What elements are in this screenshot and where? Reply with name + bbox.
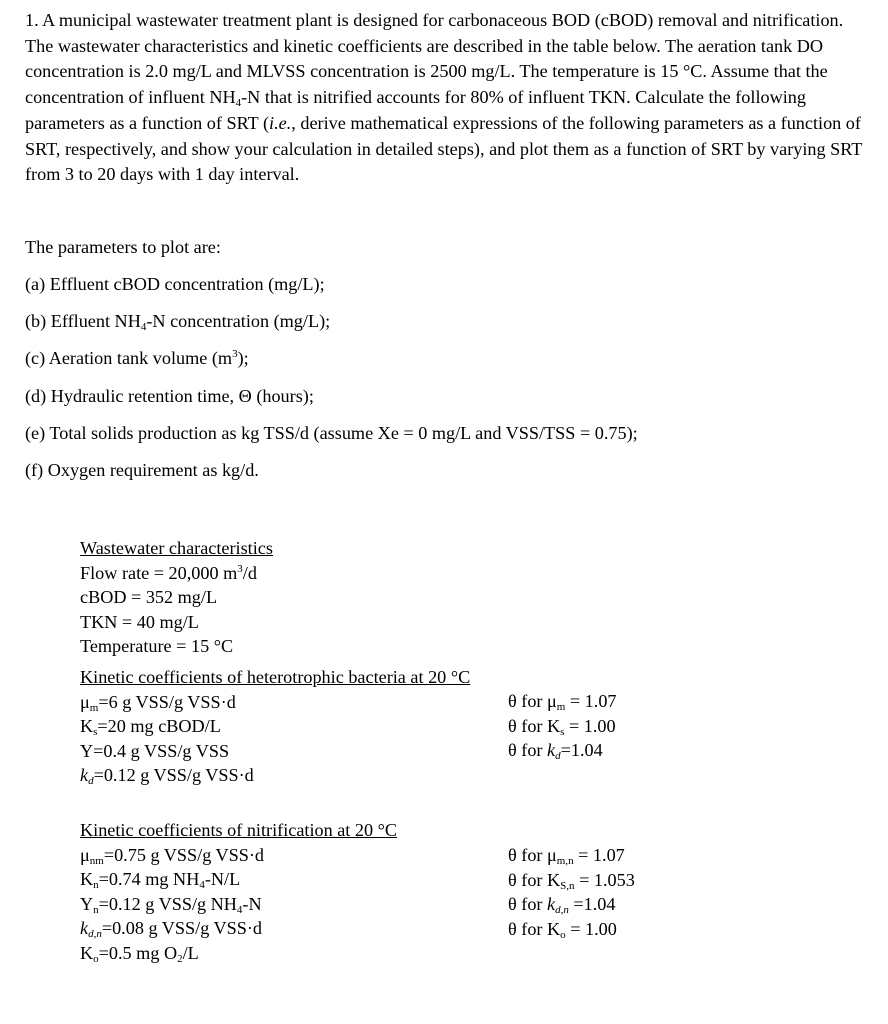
nitrification-theta: [508, 843, 635, 941]
temperature-value: Temperature = 15 °C: [80, 636, 234, 656]
tkn-value: TKN = 40 mg/L: [80, 611, 199, 632]
kdn: $k_{d,n}=0.08$ g VSS/g VSS·d: [80, 918, 263, 940]
part-d: (d) Hydraulic retention time, Θ (hours);: [25, 386, 314, 406]
part-f: (f) Oxygen requirement as kg/d.: [25, 460, 259, 480]
theta-kdn: θ for $k_{d,n} =1.04$: [508, 894, 616, 916]
theta-mu-m: θ for $\mu_m = 1.07$: [508, 691, 617, 713]
theta-ks: θ for $K_s = 1.00$: [508, 715, 616, 738]
kn: $K_n=0.74$ mg $NH_4-N/L$: [80, 869, 241, 891]
ks: $K_s=20$ mg cBOD/L: [80, 716, 221, 738]
part-a: (a) Effluent cBOD concentration (mg/L);: [25, 274, 325, 294]
yn: $Y_n=0.12$ g VSS/g $NH_4-N$: [80, 893, 262, 916]
part-c: (c) Aeration tank volume $(m^3)$;: [25, 348, 249, 368]
wastewater-heading: Wastewater characteristics: [80, 538, 273, 558]
heterotrophic-heading: Kinetic coefficients of heterotrophic bacteria at 20 °C: [80, 667, 471, 687]
theta-ksn: θ for $K_{S,n} = 1.053$: [508, 869, 635, 892]
theta-kd: θ for $k_d=1.04$: [508, 740, 603, 762]
part-b: (b) Effluent $NH_4-N$ concentration (mg/L);: [25, 311, 331, 333]
heterotrophic-theta: [508, 689, 617, 763]
wastewater-characteristics: [80, 536, 273, 659]
part-e: (e) Total solids production as kg TSS/d (assume Xe = 0 mg/L and VSS/TSS = 0.75);: [25, 423, 638, 443]
problem-statement: 1. A municipal wastewater treatment plant is designed for carbonaceous BOD (cBOD) removal and nitrification. The wastewater characteristics and kinetic coefficients are described in the table below. The aeration tank DO concentration is 2.0 mg/L and MLVSS concentration is 2500 mg/L. The temperature is 15 °C. Assume that the concentration of influent $NH_4-N$ that is nitrified accounts for 80% of influent TKN. Calculate the following parameters as a function of SRT (i.e., derive mathematical expressions of the following parameters as a function of SRT, respectively, and show your calculation in detailed steps), and plot them as a function of SRT by varying SRT from 3 to 20 days with 1 day interval.: [25, 10, 863, 185]
parameters-intro: The parameters to plot are:: [25, 237, 221, 257]
nitrification-heading: Kinetic coefficients of nitrification at 20 °C: [80, 820, 398, 840]
heterotrophic-coefficients: [80, 665, 470, 788]
yield: Y=0.4 g VSS/g VSS: [80, 740, 230, 761]
mu-nm: $\mu_{nm}=0.75$ g VSS/g VSS·d: [80, 844, 265, 867]
nitrification-coefficients: [80, 818, 397, 965]
cbod-value: cBOD = 352 mg/L: [80, 587, 218, 607]
mu-m: $\mu_m=6$ g VSS/g VSS·d: [80, 691, 236, 714]
ko: $K_o=0.5$ mg $O_2/L$: [80, 942, 199, 965]
flow-rate: Flow rate = 20,000 $m^3/d$: [80, 562, 257, 583]
theta-mu-mn: θ for $\mu_{m,n} = 1.07$: [508, 845, 625, 867]
theta-ko: θ for $K_o = 1.00$: [508, 918, 617, 941]
kd: $k_d=0.12$ g VSS/g VSS·d: [80, 765, 254, 787]
